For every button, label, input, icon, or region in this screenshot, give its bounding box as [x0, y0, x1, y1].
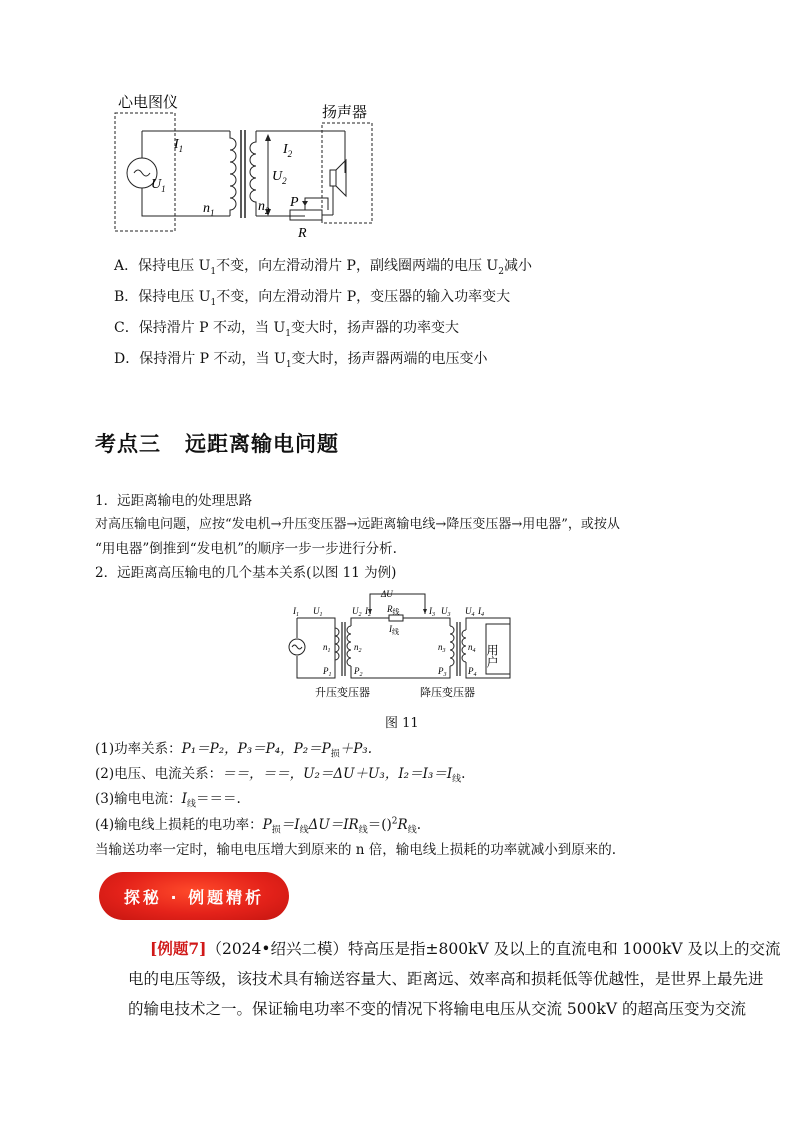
example-tag: [例题7]: [150, 939, 207, 958]
speaker-label: 扬声器: [322, 105, 368, 121]
svg-text:I1: $I_1$: [174, 137, 184, 154]
resistor-icon: [290, 210, 322, 220]
svg-text:P3: $P_3$: [438, 666, 447, 678]
svg-text:U1: $U_1$: [151, 177, 166, 194]
svg-text:U2: $U_2$: [272, 169, 287, 186]
svg-text:n3: $n_3$: [438, 642, 446, 654]
svg-text:ΔU: ΔU: [381, 589, 393, 599]
svg-text:P2: $P_2$: [354, 666, 363, 678]
section1-title: 1．远距离输电的处理思路: [95, 493, 253, 509]
svg-text:升压变压器: 升压变压器: [315, 687, 370, 699]
option-c: C．保持滑片 P 不动，当 $U_1$变大时，扬声器的功率变大: [114, 320, 460, 339]
section2-title: 2．远距离高压输电的几个基本关系(以图 11 为例): [95, 565, 397, 581]
svg-text:U3: $U_3$: [441, 606, 451, 618]
ecg-label: 心电图仪: [118, 95, 179, 111]
svg-text:I1: $I_1$: [293, 606, 299, 618]
svg-text:R线: $R_线$: [387, 604, 400, 616]
section-heading: 考点三 远距离输电问题: [95, 432, 339, 456]
circuit-diagram-ecg-speaker: [100, 88, 390, 243]
relation-power: (1)功率关系：P₁＝P₂，P₃＝P₄，$P_2=P_损+P_3$.: [95, 741, 372, 760]
example-line2: 电的电压等级，该技术具有输送容量大、距离远、效率高和损耗低等优越性，是世界上最先进: [128, 970, 764, 988]
svg-text:I线: $I_线$: [389, 624, 399, 636]
svg-text:降压变压器: 降压变压器: [420, 687, 475, 699]
relation-voltage-current: (2)电压、电流关系：＝＝，＝＝，U₂＝ΔU＋U₃，$I_2=I_3=I_线$.: [95, 766, 466, 785]
svg-text:I4: $I_4$: [478, 606, 484, 618]
svg-text:I3: $I_3$: [429, 606, 435, 618]
relation-loss: (4)输电线上损耗的电功率：$P_损=I_线\Delta U=IR_线=()^2R_线$.: [95, 816, 421, 836]
example-banner: 探秘 · 例题精析: [99, 872, 289, 920]
svg-text:U1: $U_1$: [313, 606, 323, 618]
svg-text:P1: $P_1$: [323, 666, 332, 678]
svg-text:I2: $I_2$: [283, 142, 293, 159]
svg-text:R: R: [298, 226, 307, 241]
option-d: D．保持滑片 P 不动，当 $U_1$变大时，扬声器两端的电压变小: [114, 351, 488, 370]
figure-caption: 图 11: [385, 716, 419, 731]
svg-text:U4: $U_4$: [465, 606, 475, 618]
svg-text:I2: $I_2$: [365, 606, 371, 618]
svg-text:P: P: [290, 195, 299, 210]
option-b: B．保持电压 $U_1$不变，向左滑动滑片 P，变压器的输入功率变大: [114, 289, 511, 308]
section1-line2: “用电器”倒推到“发电机”的顺序一步一步进行分析.: [95, 541, 397, 557]
svg-text:P4: $P_4$: [468, 666, 477, 678]
example-line1: [例题7]（2024•绍兴二模）特高压是指±800kV 及以上的直流电和 1000kV 及以上的交流: [150, 939, 781, 958]
power-transmission-diagram: [285, 586, 520, 706]
speaker-icon: [330, 170, 336, 186]
relation-current: (3)输电电流：$I_线===$.: [95, 791, 241, 810]
user-label: 用户: [485, 644, 499, 668]
svg-text:n1: $n_1$: [323, 642, 331, 654]
svg-text:n4: $n_4$: [468, 642, 476, 654]
svg-text:n1: $n_1$: [203, 201, 215, 218]
svg-text:U2: $U_2$: [352, 606, 362, 618]
svg-text:n2: $n_2$: [354, 642, 362, 654]
option-a: A．保持电压 $U_1$不变，向左滑动滑片 P，副线圈两端的电压 $U_2$减小: [114, 258, 532, 277]
relation-note: 当输送功率一定时，输电电压增大到原来的 n 倍，输电线上损耗的功率就减小到原来的.: [95, 842, 617, 858]
svg-text:n2: $n_2$: [258, 199, 270, 216]
example-line3: 的输电技术之一。保证输电功率不变的情况下将输电电压从交流 500kV 的超高压变为交流: [128, 1000, 747, 1018]
section1-line1: 对高压输电问题，应按“发电机→升压变压器→远距离输电线→降压变压器→用电器”，或按从: [95, 517, 620, 532]
